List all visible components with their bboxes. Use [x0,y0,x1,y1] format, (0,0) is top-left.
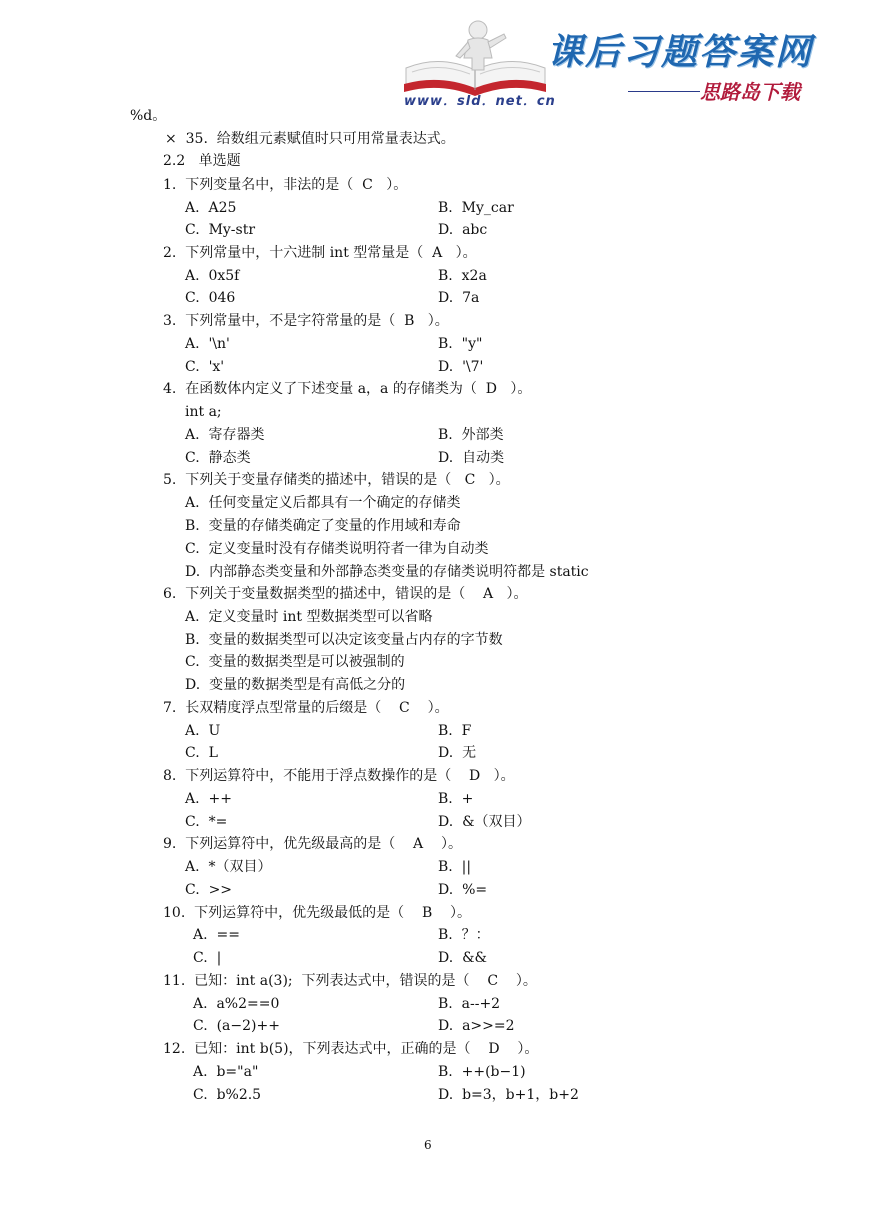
text-line: B. "y" [438,336,483,352]
text-line: D. 7a [438,290,480,306]
text-line: × 35. 给数组元素赋值时只可用常量表达式。 [165,131,455,147]
tagline-dash-divider [628,91,700,92]
site-tagline-text: 思路岛下载 [700,80,800,104]
text-line: C. b%2.5 [193,1087,262,1103]
text-line: 4. 在函数体内定义了下述变量 a，a 的存储类为（ D ）。 [163,381,532,397]
text-line: C. My-str [185,222,256,238]
text-line: 1. 下列变量名中，非法的是（ C ）。 [163,177,408,193]
text-line: A. A25 [185,200,237,216]
site-watermark-header[interactable] [400,18,840,110]
text-line: B. F [438,723,472,739]
text-line: 12. 已知：int b(5)，下列表达式中，正确的是（ D ）。 [163,1041,539,1057]
text-line: A. == [193,927,240,943]
text-line: C. (a−2)++ [193,1018,280,1034]
text-line: %d。 [130,108,167,124]
text-line: B. + [438,791,474,807]
text-line: D. 变量的数据类型是有高低之分的 [185,677,406,693]
text-line: 9. 下列运算符中，优先级最高的是（ A ）。 [163,836,462,852]
site-url-text[interactable]: www．sld．net．cn [404,94,556,109]
text-line: D. 无 [438,745,477,761]
text-line: B. ++(b−1) [438,1064,526,1080]
text-line: A. '\n' [185,336,230,352]
text-line: 3. 下列常量中，不是字符常量的是（ B ）。 [163,313,449,329]
text-line: 8. 下列运算符中，不能用于浮点数操作的是（ D ）。 [163,768,515,784]
text-line: C. >> [185,882,233,898]
text-line: B. 变量的存储类确定了变量的作用域和寿命 [185,518,461,534]
text-line: B. My_car [438,200,514,216]
text-line: D. 内部静态类变量和外部静态类变量的存储类说明符都是 static [185,564,589,580]
text-line: D. '\7' [438,359,484,375]
text-line: C. 静态类 [185,450,251,466]
text-line: 5. 下列关于变量存储类的描述中，错误的是（ C ）。 [163,472,510,488]
text-line: A. b="a" [193,1064,259,1080]
text-line: D. 自动类 [438,450,505,466]
text-line: D. abc [438,222,488,238]
text-line: 7. 长双精度浮点型常量的后缀是（ C ）。 [163,700,449,716]
text-line: B. 变量的数据类型可以决定该变量占内存的字节数 [185,632,503,648]
text-line: A. U [185,723,221,739]
text-line: 11. 已知：int a(3); 下列表达式中，错误的是（ C ）。 [163,973,537,989]
text-line: D. && [438,950,487,966]
text-line: A. 寄存器类 [185,427,265,443]
text-line: D. a>>=2 [438,1018,515,1034]
text-line: D. b=3，b+1，b+2 [438,1087,579,1103]
text-line: int a; [185,404,222,420]
text-line: 2. 下列常量中，十六进制 int 型常量是（ A ）。 [163,245,477,261]
text-line: B. a--+2 [438,996,501,1012]
text-line: C. 变量的数据类型是可以被强制的 [185,654,405,670]
text-line: A. a%2==0 [193,996,280,1012]
text-line: C. 046 [185,290,236,306]
page-number: 6 [424,1138,432,1152]
text-line: B. ？： [438,927,490,943]
text-line: C. 'x' [185,359,225,375]
text-line: 2.2 单选题 [163,153,241,169]
text-line: 6. 下列关于变量数据类型的描述中，错误的是（ A ）。 [163,586,528,602]
text-line: C. L [185,745,218,761]
text-line: B. 外部类 [438,427,504,443]
text-line: C. 定义变量时没有存储类说明符者一律为自动类 [185,541,489,557]
text-line: D. &（双目） [438,814,531,830]
text-line: B. x2a [438,268,487,284]
site-title-text: 课后习题答案网 [547,32,814,73]
text-line: A. 0x5f [185,268,240,284]
text-line: C. *= [185,814,228,830]
text-line: B. || [438,859,472,875]
text-line: D. %= [438,882,488,898]
text-line: A. *（双目） [185,859,272,875]
text-line: C. | [193,950,222,966]
text-line: A. ++ [185,791,232,807]
text-line: 10. 下列运算符中，优先级最低的是（ B ）。 [163,905,472,921]
text-line: A. 任何变量定义后都具有一个确定的存储类 [185,495,461,511]
text-line: A. 定义变量时 int 型数据类型可以省略 [185,609,433,625]
